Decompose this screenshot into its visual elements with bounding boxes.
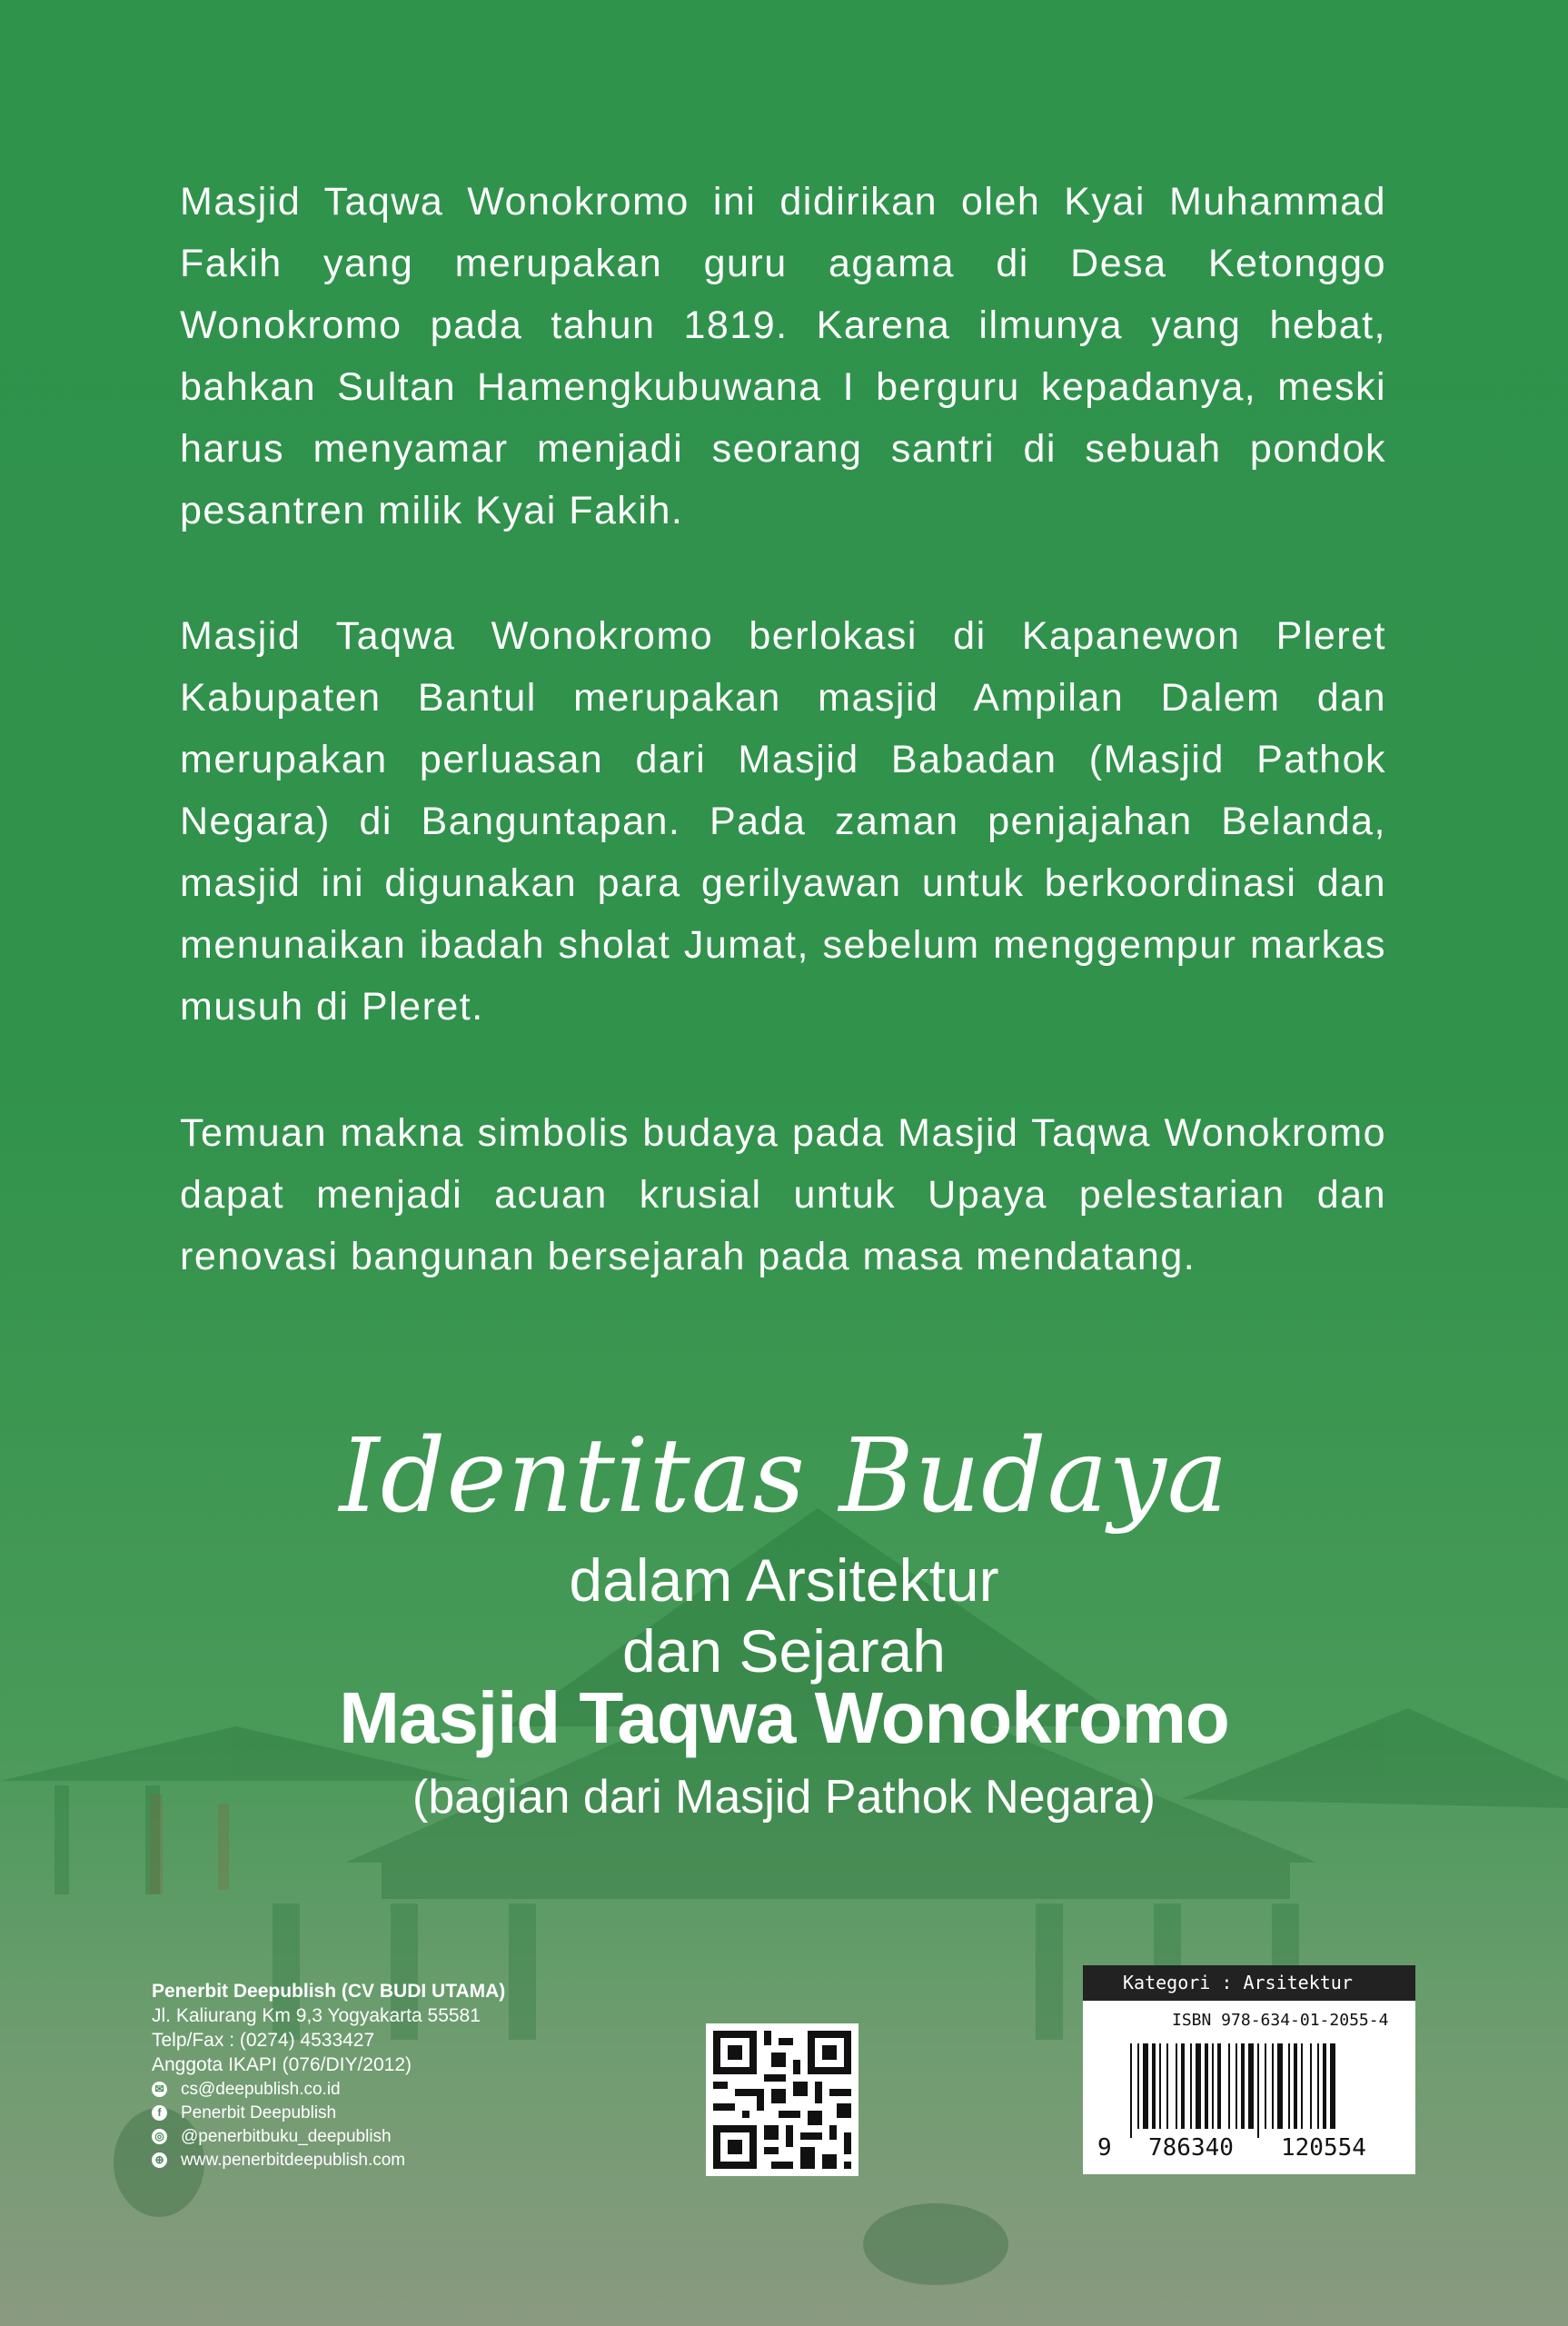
publisher-address: Jl. Kaliurang Km 9,3 Yogyakarta 55581 [152,2005,481,2026]
barcode-bar [1310,2043,1312,2129]
barcode-bar [1143,2043,1148,2129]
globe-icon: ⊕ [152,2152,167,2168]
barcode-bar [1166,2043,1168,2129]
barcode-bar [1205,2043,1208,2129]
barcode-bar [1317,2043,1319,2129]
isbn-barcode-box [1083,1965,1415,2174]
barcode-bar [1248,2043,1254,2129]
category-label: Kategori : Arsitektur [1083,1965,1415,2001]
barcode-bar [1301,2043,1303,2129]
barcode-bar [1152,2043,1156,2129]
contact-facebook-text: Penerbit Deepublish [181,2102,337,2122]
qr-code [706,2023,858,2176]
barcode-bar [1236,2043,1237,2129]
barcode-bar [1176,2043,1177,2129]
barcode-bar [1212,2043,1214,2129]
isbn-number: ISBN 978-634-01-2055-4 [1172,2011,1389,2030]
barcode-digits-left: 786340 [1148,2134,1234,2162]
barcode-bar [1323,2043,1326,2129]
barcode-bar [1190,2043,1192,2129]
blurb-paragraph-1: Masjid Taqwa Wonokromo ini didirikan oleh Kyai Muhammad Fakih yang merupakan guru agama di Desa Ketonggo Wonokromo pada tahun 1819. Karena ilmunya yang hebat, bahkan Sultan Hamengkubuwana I berguru kepadanya, meski harus menyamar menjadi seorang santri di sebuah pondok pesantren milik Kyai Fakih. [180,180,1386,532]
publisher-phone: Telp/Fax : (0274) 4533427 [152,2030,375,2051]
instagram-icon: ◎ [152,2129,167,2144]
barcode-bar [1272,2043,1274,2129]
barcode-bar [1294,2043,1297,2129]
barcode-bar [1228,2043,1230,2129]
barcode-bar [1257,2043,1259,2138]
title-line-3: dan Sejarah [622,1617,946,1685]
facebook-icon: f [152,2105,167,2121]
contact-email [152,2077,505,2101]
blurb-paragraph-2: Masjid Taqwa Wonokromo berlokasi di Kapanewon Pleret Kabupaten Bantul merupakan masjid Ampilan Dalem dan merupakan perluasan dari Masjid Babadan (Masjid Pathok Negara) di Banguntapan. Pada zaman penjajahan Belanda, masjid ini digunakan para gerilyawan untuk berkoordinasi dan menunaikan ibadah sholat Jumat, sebelum menggempur markas musuh di Pleret. [180,614,1386,1029]
contact-website [152,2148,505,2172]
publisher-member: Anggota IKAPI (076/DIY/2012) [152,2054,412,2075]
blurb-paragraph-3: Temuan makna simbolis budaya pada Masjid Taqwa Wonokromo dapat menjadi acuan krusial untuk Upaya pelestarian dan renovasi bangunan bersejarah pada masa mendatang. [180,1111,1386,1278]
barcode-bar [1137,2043,1139,2129]
contact-website-text: www.penerbitdeepublish.com [181,2150,406,2170]
book-subtitle: (bagian dari Masjid Pathok Negara) [412,1771,1156,1824]
qr-code-graphic [706,2023,858,2176]
barcode-bar [1159,2043,1161,2129]
title-script: Identitas Budaya [339,1417,1229,1536]
barcode-bar [1241,2043,1245,2129]
barcode-bar [1181,2043,1185,2129]
barcode-digit-first: 9 [1097,2134,1112,2162]
barcode-bar [1330,2043,1335,2129]
book-title: Masjid Taqwa Wonokromo [339,1677,1229,1758]
barcode-bar [1288,2043,1290,2129]
publisher-name: Penerbit Deepublish (CV BUDI UTAMA) [152,1981,506,2002]
barcode-bar [1277,2043,1283,2129]
contact-facebook [152,2101,505,2124]
barcode-bar [1217,2043,1221,2129]
contact-instagram-text: @penerbitbuku_deepublish [181,2126,392,2146]
barcode-digits-right: 120554 [1281,2134,1366,2162]
email-icon: ✉ [152,2082,167,2097]
contact-instagram [152,2124,505,2148]
title-line-2: dalam Arsitektur [569,1546,999,1614]
barcode-bar [1196,2043,1201,2129]
barcode-bar [1265,2043,1266,2129]
publisher-info [152,1979,505,2172]
contact-email-text: cs@deepublish.co.id [181,2079,341,2099]
barcode-bar [1130,2043,1132,2138]
